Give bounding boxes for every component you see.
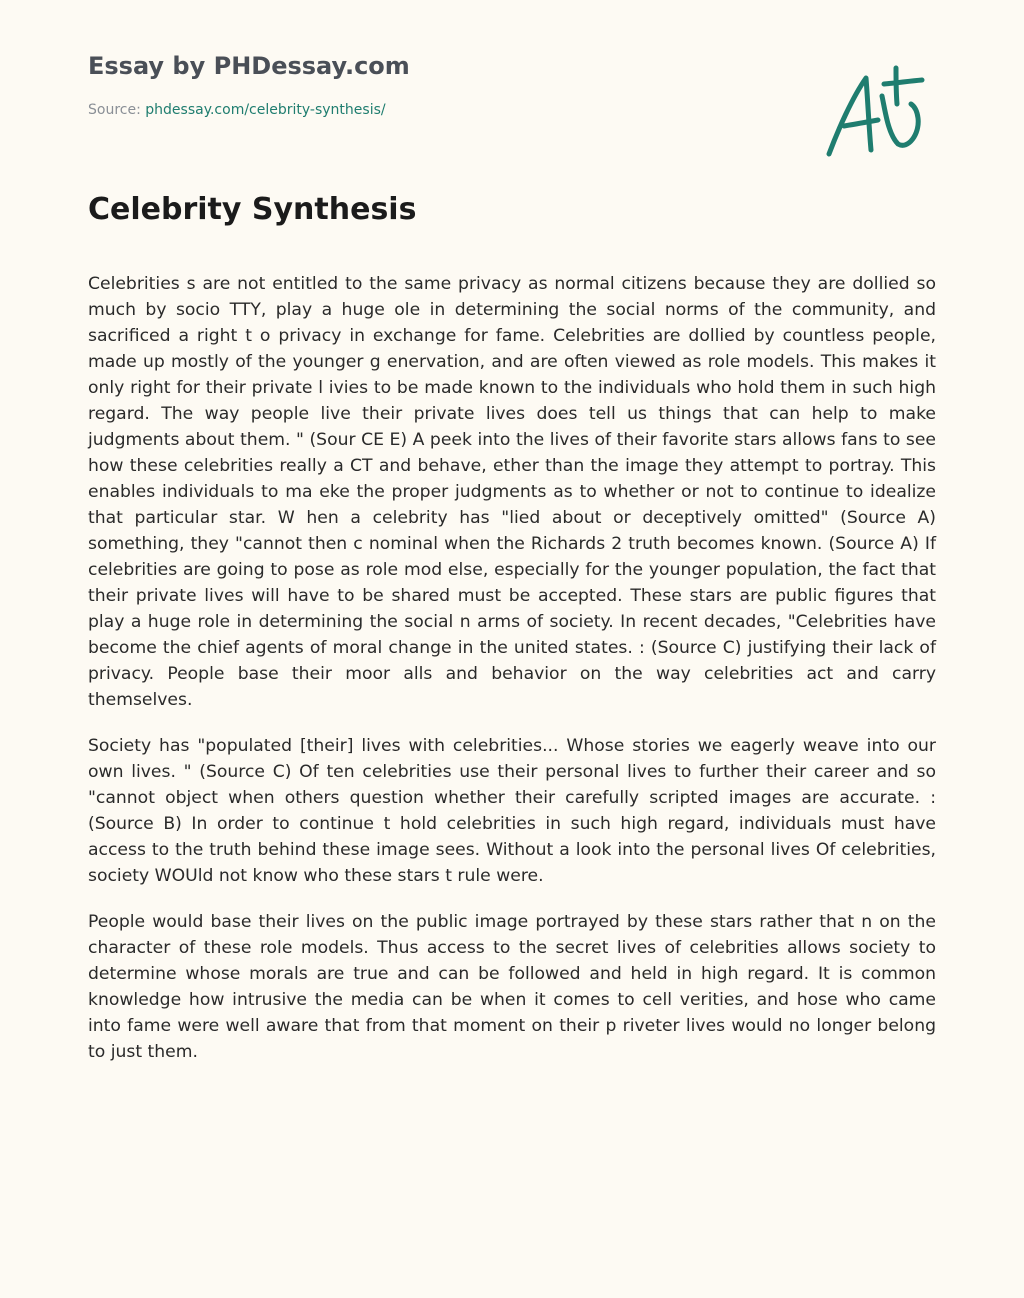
page-header (88, 50, 788, 120)
source-label: Source: (88, 102, 141, 118)
essay-paragraph-2: Society has "populated [their] lives with celebrities... Whose stories we eagerly weave into our own lives. " (Source C) Of ten celebrities use their personal lives to further their career and so "cannot object when others question whether their carefully scripted images are accurate. : (Source B) In order to continue t hold celebrities in such high regard, individuals must have access to the truth behind these image sees. Without a look into the personal lives Of celebrities, society WOUld not know who these stars t rule were. (88, 736, 936, 886)
essay-body (88, 271, 936, 1085)
essay-paragraph-1: Celebrities s are not entitled to the same privacy as normal citizens because they are dollied so much by socio TTY, play a huge ole in determining the social norms of the community, and sacrificed a right t o privacy in exchange for fame. Celebrities are dollied by countless people, made up mostly of the younger g enervation, and are often viewed as role models. This makes it only right for their private l ivies to be made known to the individuals who hold them in such high regard. The way people live their private lives does tell us things that can help to make judgments about them. " (Sour CE E) A peek into the lives of their favorite stars allows fans to see how these celebrities really a CT and behave, ether than the image they attempt to portray. This enables individuals to ma eke the proper judgments as to whether or not to continue to idealize that particular star. W hen a celebrity has "lied about or deceptively omitted" (Source A) something, they "cannot then c nominal when the Richards 2 truth becomes known. (Source A) If celebrities are going to pose as role mod else, especially for the younger population, the fact that their private lives will have to be shared must be accepted. These stars are public figures that play a huge role in determining the social n arms of society. In recent decades, "Celebrities have become the chief agents of moral change in the united states. : (Source C) justifying their lack of privacy. People base their moor alls and behavior on the way celebrities act and carry themselves. (88, 274, 936, 710)
a-plus-logo-icon (822, 64, 930, 160)
source-line (88, 100, 788, 120)
source-link[interactable]: phdessay.com/celebrity-synthesis/ (145, 102, 386, 118)
site-title: Essay by PHDessay.com (88, 52, 410, 80)
essay-title: Celebrity Synthesis (88, 192, 417, 227)
essay-paragraph-3: People would base their lives on the public image portrayed by these stars rather that n on the character of these role models. Thus access to the secret lives of celebrities allows society to determine whose morals are true and can be followed and held in high regard. It is common knowledge how intrusive the media can be when it comes to cell verities, and hose who came into fame were well aware that from that moment on their p riveter lives would no longer belong to just them. (88, 912, 936, 1062)
